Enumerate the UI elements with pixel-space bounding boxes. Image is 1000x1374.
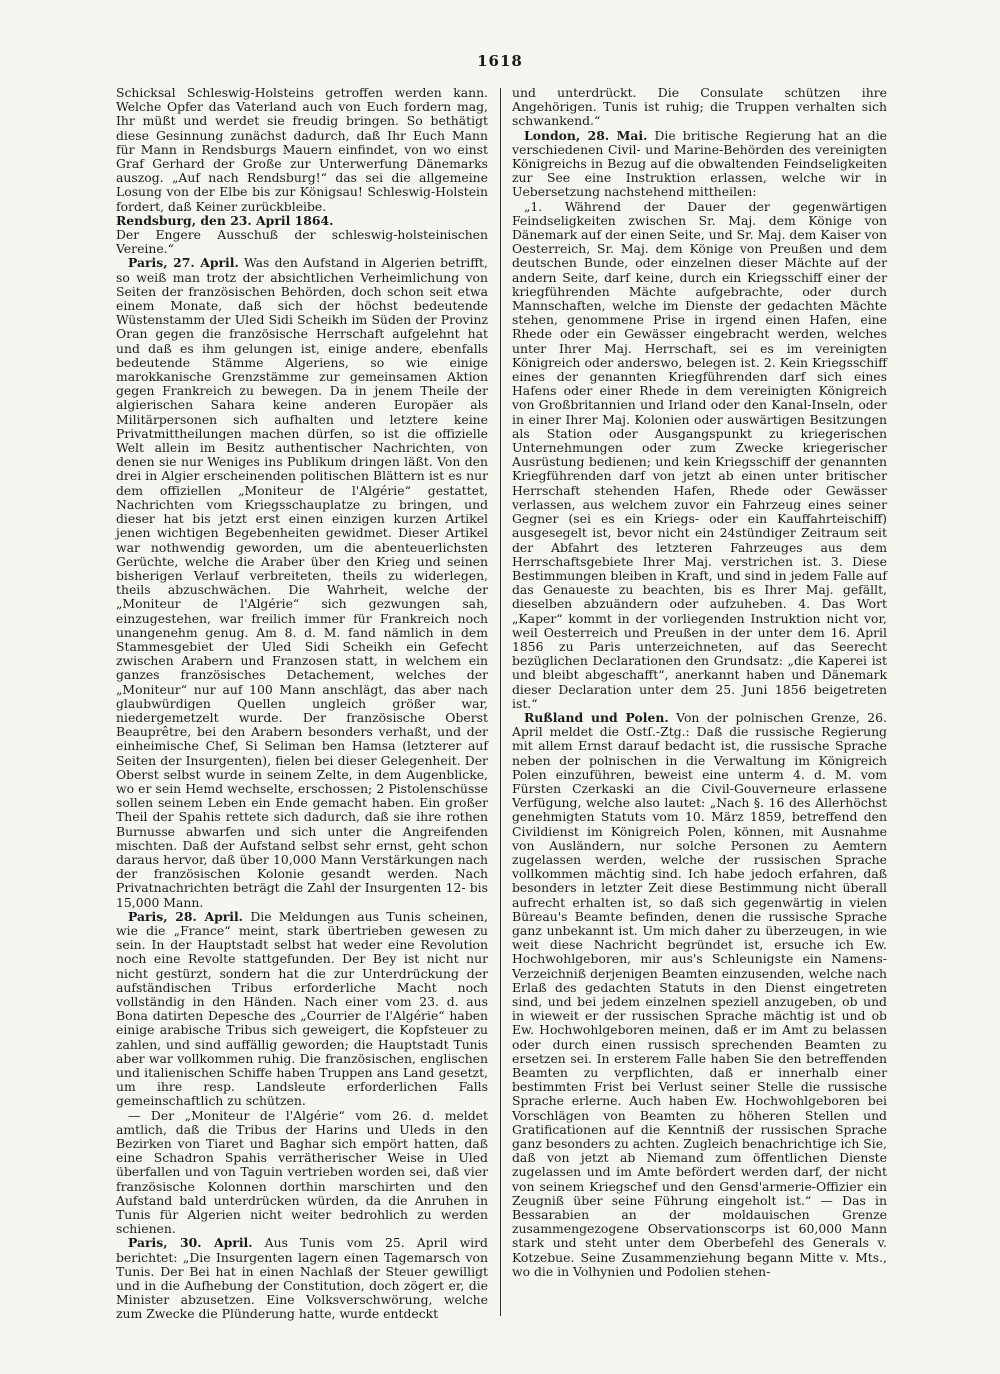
article-paragraph (512, 129, 887, 200)
article-paragraph (512, 711, 887, 1279)
article-text: Die britische Regierung hat an die verschiedenen Civil- und Marine-Behörden des vereinigten Königreichs in Bezug auf die obwaltenden Feindseligkeiten zur See eine Instruktion erlassen, welche wir in Uebersetzung nachstehend mittheilen: (512, 127, 887, 200)
dateline: Paris, 28. April. (128, 908, 243, 924)
article-paragraph: und unterdrückt. Die Consulate schützen ihre Angehörigen. Tunis ist ruhig; die Truppen verhalten sich schwankend.“ (512, 85, 887, 129)
article-paragraph (116, 256, 488, 909)
article-text: Was den Aufstand in Algerien betrifft, so weiß man trotz der absichtlichen Verheimlichung von Seiten der französischen Behörden, doch schon seit etwa einem Monate, daß sich der höchst bedeutende Wüstenstamm der Uled Sidi Scheikh im Süden der Provinz Oran gegen die französische Herrschaft aufgelehnt hat und daß es ihm gelungen ist, einige andere, ebenfalls bedeutende Stämme Algeriens, so wie einige marokkanische Grenzstämme zur gemeinsamen Aktion gegen Frankreich zu bewegen. Da in jenem Theile der algierischen Sahara keine anderen Europäer als Militärpersonen sich aufhalten und letztere keine Privatmittheilungen machen dürfen, so ist die offizielle Welt allein im Besitz authentischer Nachrichten, von denen sie nur Weniges ins Publikum dringen läßt. Von den drei in Algier erscheinenden politischen Blättern ist es nur dem offiziellen „Moniteur de l'Algérie“ gestattet, Nachrichten vom Kriegsschauplatze zu bringen, und dieser hat bis jetzt erst einen einzigen kurzen Artikel jenen wichtigen Begebenheiten gewidmet. Dieser Artikel war nothwendig geworden, um die abenteuerlichsten Gerüchte, welche die Araber über den Krieg und seinen bisherigen Verlauf verbreiteten, theils zu widerlegen, theils abzuschwächen. Die Wahrheit, welche der „Moniteur de l'Algérie“ sich gezwungen sah, einzugestehen, war freilich immer für Frankreich noch unangenehm genug. Am 8. d. M. fand nämlich in dem Stammesgebiet der Uled Sidi Scheikh ein Gefecht zwischen Arabern und Franzosen statt, in welchem ein ganzes französisches Detachement, welches der „Moniteur“ nur auf 100 Mann anschlägt, das aber nach glaubwürdigen Quellen ungleich größer war, niedergemetzelt wurde. Der französische Oberst Beauprêtre, bei den Arabern besonders verhaßt, und der einheimische Chef, Si Seliman ben Hamsa (letzterer auf Seiten der Insurgenten), fielen bei dieser Gelegenheit. Der Oberst selbst wurde in seinem Zelte, in dem Augenblicke, wo er sein Hemd wechselte, erschossen; 2 Pistolenschüsse sollen seinem Leben ein Ende gemacht haben. Ein großer Theil der Spahis rettete sich dadurch, daß sie ihre rothen Burnusse abwarfen und sich unter die Angreifenden mischten. Daß der Aufstand selbst sehr ernst, geht schon daraus hervor, daß über 10,000 Mann Verstärkungen nach der französischen Kolonie gesandt werden. Nach Privatnachrichten beträgt die Zahl der Insurgenten 12- bis 15,000 Mann. (116, 255, 488, 910)
signature-place-date: Rendsburg, den 23. April 1864. (116, 212, 334, 228)
dateline: Paris, 30. April. (128, 1235, 253, 1251)
article-paragraph: Schicksal Schleswig-Holsteins getroffen werden kann. Welche Opfer das Vaterland auch von Euch fordern mag, Ihr müßt und werdet sie freudig bringen. So bethätigt diese Gesinnung zunächst dadurch, daß Ihr Euch Mann für Mann in Rendsburgs Mauern einfindet, von wo einst Graf Gerhard der Große zur Unterwerfung Dänemarks auszog. „Auf nach Rendsburg!“ das sei die allgemeine Losung von der Elbe bis zur Königsau! Schleswig-Holstein fordert, daß Keiner zurückbleibe. (116, 85, 488, 214)
article-text: Aus Tunis vom 25. April wird berichtet: „Die Insurgenten lagern einen Tagemarsch von Tunis. Der Bei hat in einen Nachlaß der Steuer gewilligt und in die Aufhebung der Constitution, doch zögert er, die Minister abzusetzen. Eine Volksverschwörung, welche zum Zwecke die Plünderung hatte, wurde entdeckt (116, 1235, 488, 1322)
article-paragraph (116, 910, 488, 1109)
page-number: 1618 (477, 52, 523, 70)
article-paragraph: — Der „Moniteur de l'Algérie“ vom 26. d. meldet amtlich, daß die Tribus der Harins und Uleds in den Bezirken von Tiaret und Baghar sich empört hatten, daß eine Schadron Spahis verrätherischer Weise in Uled überfallen und von Taguin vertrieben worden sei, daß vier französische Kolonnen dorthin marschirten und den Aufstand bald unterdrücken würden, da die Anruhen in Tunis für Algerien nicht weiter bedrohlich zu werden schienen. (116, 1107, 488, 1237)
article-paragraph (116, 1236, 488, 1321)
column-divider (500, 88, 501, 1316)
right-column (512, 86, 887, 1279)
dateline: London, 28. Mai. (524, 127, 648, 143)
signature-author: Der Engere Ausschuß der schleswig-holsteinischen Vereine.“ (116, 227, 488, 257)
dateline: Rußland und Polen. (524, 709, 669, 725)
article-paragraph: „1. Während der Dauer der gegenwärtigen Feindseligkeiten zwischen Sr. Maj. dem Könige von Dänemark auf der einen Seite, und Sr. Maj. dem Kaiser von Oesterreich, Sr. Maj. dem Könige von Preußen und dem deutschen Bunde, oder einzelnen dieser Mächte auf der andern Seite, darf keine, durch ein Kriegsschiff einer der kriegführenden Mächte aufgebrachte, oder durch Mannschaften, welche im Dienste der gedachten Mächte stehen, genommene Prise in irgend einen Hafen, eine Rhede oder ein Gewässer eingebracht werden, welches unter Ihrer Maj. Herrschaft, sei es im vereinigten Königreich oder anderswo, belegen ist. 2. Kein Kriegsschiff eines der genannten Kriegführenden darf sich eines Hafens oder einer Rhede in dem vereinigten Königreich von Großbritannien und Irland oder den Kanal-Inseln, oder in einer Ihrer Maj. Kolonien oder auswärtigen Besitzungen als Station oder Ausgangspunkt zu kriegerischen Unternehmungen oder zum Zwecke kriegerischer Ausrüstung bedienen; und kein Kriegsschiff der genannten Kriegführenden darf von jetzt ab einen unter britischer Herrschaft stehenden Hafen, Rhede oder Gewässer verlassen, aus welchem zuvor ein Fahrzeug eines seiner Gegner (sei es ein Kriegs- oder ein Kauffahrteischiff) ausgesegelt ist, bevor nicht ein 24stündiger Zeitraum seit der Abfahrt des letzteren Fahrzeuges aus dem Herrschaftsgebiete Ihrer Maj. verstrichen ist. 3. Diese Bestimmungen bleiben in Kraft, und sind in jedem Falle auf das Genaueste zu beachten, bis es Ihrer Maj. gefällt, dieselben abzuändern oder aufzuheben. 4. Das Wort „Kaper“ kommt in der vorliegenden Instruktion nicht vor, weil Oesterreich und Preußen in der unter dem 16. April 1856 zu Paris unterzeichneten, auf das Seerecht bezüglichen Declarationen den Grundsatz: „die Kaperei ist und bleibt abgeschafft“, anerkannt haben und Dänemark dieser Declaration unter dem 25. Juni 1856 beigetreten ist.“ (512, 198, 887, 711)
dateline: Paris, 27. April. (128, 255, 239, 271)
article-text: Die Meldungen aus Tunis scheinen, wie die „France“ meint, stark übertrieben gewesen zu sein. In der Hauptstadt selbst hat weder eine Revolution noch eine Revolte stattgefunden. Der Bey ist nicht nur nicht gestürzt, sondern hat die zur Unterdrückung der aufständischen Tribus erforderliche Macht noch vollständig in den Händen. Nach einer vom 23. d. aus Bona datirten Depesche des „Courrier de l'Algérie“ haben einige arabische Tribus sich geweigert, die Kopfsteuer zu zahlen, und sind auffällig geworden; die Hauptstadt Tunis aber war vollkommen ruhig. Die französischen, englischen und italienischen Schiffe haben Truppen ans Land gesetzt, um ihre resp. Landsleute erforderlichen Falls gemeinschaftlich zu schützen. (116, 908, 488, 1109)
article-text: Von der polnischen Grenze, 26. April meldet die Ostſ.-Ztg.: Daß die russische Regierung mit allem Ernst darauf bedacht ist, die russische Sprache neben der polnischen in die Verwaltung im Königreich Polen einzuführen, beweist eine unterm 4. d. M. vom Fürsten Czerkaski an die Civil-Gouverneure erlassene Verfügung, welche also lautet: „Nach §. 16 des Allerhöchst genehmigten Statuts vom 10. März 1859, betreffend den Civildienst im Königreich Polen, können, mit Ausnahme von Ausländern, nur solche Personen zu Aemtern zugelassen werden, welche der russischen Sprache vollkommen mächtig sind. Ich habe jedoch erfahren, daß besonders in letzter Zeit diese Bestimmung nicht überall aufrecht erhalten ist, so daß sich gegenwärtig in vielen Büreau's Beamte befinden, denen die russische Sprache ganz unbekannt ist. Um mich daher zu überzeugen, in wie weit diese Nachricht begründet ist, ersuche ich Ew. Hochwohlgeboren, mir aus's Schleunigste ein Namens-Verzeichniß derjenigen Beamten einzusenden, welche nach Erlaß des gedachten Statuts in den Dienst eingetreten sind, und bei jedem einzelnen speziell anzugeben, ob und in wieweit er der russischen Sprache mächtig ist und ob Ew. Hochwohlgeboren meinen, daß er im Amt zu belassen oder durch einen russisch sprechenden Beamten zu ersetzen sei. In ersterem Falle haben Sie den betreffenden Beamten zu verpflichten, daß er innerhalb einer bestimmten Frist bei Verlust seiner Stelle die russische Sprache erlerne. Auch haben Ew. Hochwohlgeboren bei Vorschlägen von Beamten zu höheren Stellen und Gratificationen auf die Kenntniß der russischen Sprache ganz besonders zu achten. Zugleich benachrichtige ich Sie, daß von jetzt ab Niemand zum öffentlichen Dienste zugelassen und im Amte befördert werden darf, der nicht von seinem Kriegschef und den Gensd'armerie-Offizier ein Zeugniß über seine Führung eingeholt ist.“ — Das in Bessarabien an der moldauischen Grenze zusammengezogene Observationscorps ist 60,000 Mann stark und steht unter dem Oberbefehl des Generals v. Kotzebue. Seine Zusammenziehung begann Mitte v. Mts., wo die in Volhynien und Podolien stehen- (512, 709, 887, 1279)
left-column (116, 86, 488, 1322)
